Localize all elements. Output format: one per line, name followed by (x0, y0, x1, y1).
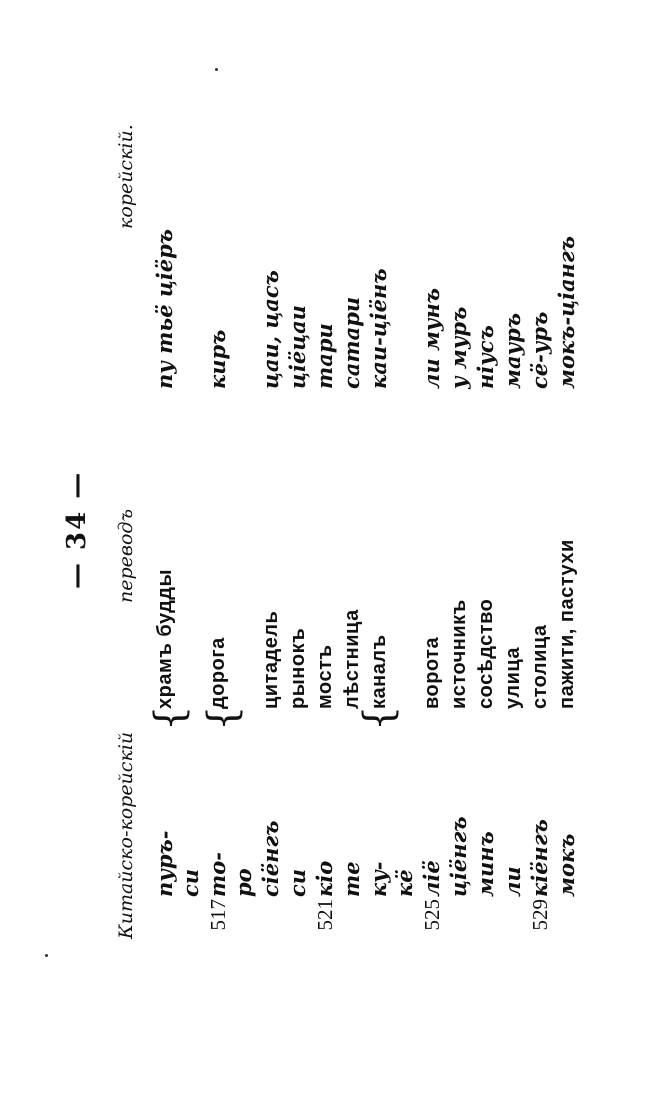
korean-word: ли мунъ (419, 287, 444, 389)
sino-korean-word: кiо (312, 860, 337, 897)
sino-korean-word: минъ (473, 831, 498, 897)
table-row (500, 0, 526, 1109)
korean-word: сё-уръ (527, 311, 552, 389)
translation-text: рынокъ (287, 627, 309, 709)
korean-word: цаи, цасъ (258, 270, 283, 389)
sino-korean-word: кё (392, 869, 417, 897)
entry-number: 521 (313, 899, 337, 931)
translation-text: пажити, пастухи (556, 539, 578, 709)
sino-korean-word: ли (500, 866, 525, 897)
table-row (258, 0, 284, 1109)
table-row (554, 0, 580, 1109)
translation-text: ворота (421, 636, 443, 709)
table-row (366, 0, 392, 1109)
entry-number: 517 (206, 899, 230, 931)
header-sino-korean: Китайско-корейскій (115, 731, 137, 939)
table-row (205, 0, 231, 1109)
table-row (152, 0, 178, 1109)
translation-text: каналъ (368, 634, 390, 709)
table-row (339, 0, 365, 1109)
sino-korean-word: ку- (366, 861, 391, 897)
brace-icon: { (200, 705, 246, 731)
translation-text: источникъ (448, 599, 470, 709)
korean-word: мауръ (500, 312, 525, 389)
sino-korean-word: си (285, 868, 310, 897)
table-row (419, 0, 445, 1109)
sino-korean-word: мокъ (554, 833, 579, 897)
entry-number: 525 (420, 899, 444, 931)
table-row (178, 0, 204, 1109)
translation-text: цитадель (260, 610, 282, 709)
translation-text: столица (529, 624, 551, 709)
table-row (231, 0, 257, 1109)
table-row (392, 0, 418, 1109)
sino-korean-word: то- (205, 852, 230, 897)
korean-word: нiусъ (473, 325, 498, 389)
korean-word: мокъ-цiангъ (554, 235, 579, 389)
translation-text: улица (502, 646, 524, 709)
sino-korean-word: ро (231, 868, 256, 897)
table-row (312, 0, 338, 1109)
table-row (446, 0, 472, 1109)
table-row (285, 0, 311, 1109)
sino-korean-word: лiё (419, 860, 444, 897)
sino-korean-word: кiёнгъ (527, 819, 552, 897)
sino-korean-word: сiёнгъ (258, 820, 283, 897)
translation-text: храмъ будды (154, 568, 176, 709)
header-translation: переводъ (115, 508, 137, 603)
translation-text: лѣстница (341, 609, 363, 709)
table-row (473, 0, 499, 1109)
korean-word: тари (312, 323, 337, 389)
korean-word: киръ (205, 329, 230, 389)
korean-word: пу тьё цiёръ (152, 228, 177, 389)
sino-korean-word: си (178, 868, 203, 897)
translation-text: дорога (207, 637, 229, 709)
header-korean: корейскій. (115, 124, 137, 229)
korean-word: каи-цiёнъ (366, 268, 391, 389)
brace-icon: { (147, 705, 193, 731)
sino-korean-word: те (339, 861, 364, 897)
translation-text: сосѣдство (475, 598, 497, 709)
scan-speck (215, 68, 218, 71)
page-number: — 34 — (62, 470, 92, 589)
table-row (527, 0, 553, 1109)
entry-number: 529 (528, 899, 552, 931)
sino-korean-word: цiёнгъ (446, 816, 471, 897)
translation-text: мостъ (314, 644, 336, 709)
korean-word: сатари (339, 296, 364, 389)
brace-icon: { (356, 705, 402, 731)
sino-korean-word: пуръ- (152, 830, 177, 897)
scan-speck (45, 954, 48, 957)
korean-word: у муръ (446, 306, 471, 389)
korean-word: цiёцаи (285, 305, 310, 389)
